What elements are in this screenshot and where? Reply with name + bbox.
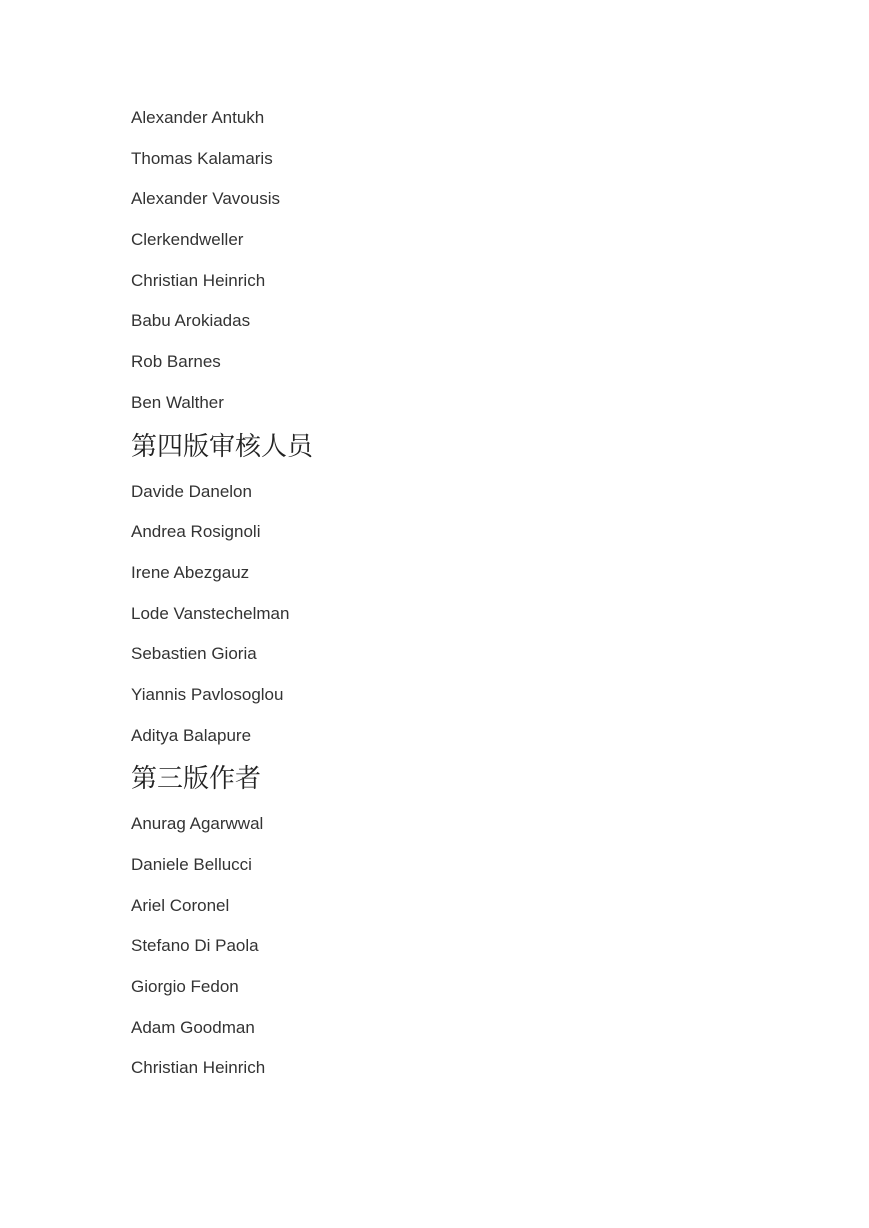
- contributor-name: Christian Heinrich: [131, 270, 266, 290]
- reviewers-v4-list: [131, 478, 781, 750]
- reviewer-name: Sebastien Gioria: [131, 644, 257, 664]
- section-heading-reviewers-v4: 第四版审核人员: [131, 431, 314, 462]
- contributor-name: Ben Walther: [131, 392, 224, 412]
- contributor-name: Babu Arokiadas: [131, 311, 251, 331]
- reviewer-name: Lode Vanstechelman: [131, 603, 290, 623]
- author-name: Ariel Coronel: [131, 895, 230, 915]
- author-name: Adam Goodman: [131, 1017, 255, 1037]
- author-name: Daniele Bellucci: [131, 855, 252, 874]
- authors-v3-list: [131, 810, 781, 1082]
- reviewer-name: Davide Danelon: [131, 481, 252, 501]
- contributor-name: Alexander Antukh: [131, 108, 265, 127]
- contributor-name: Alexander Vavousis: [131, 189, 280, 209]
- reviewer-name: Aditya Balapure: [131, 725, 252, 745]
- reviewer-name: Irene Abezgauz: [131, 562, 250, 582]
- contributor-name: Rob Barnes: [131, 352, 221, 372]
- author-name: Christian Heinrich: [131, 1058, 266, 1078]
- contributors-list-top: [131, 104, 781, 417]
- contributor-name: Clerkendweller: [131, 230, 244, 250]
- reviewer-name: Andrea Rosignoli: [131, 522, 261, 542]
- author-name: Giorgio Fedon: [131, 977, 239, 997]
- page-content: [131, 104, 781, 1095]
- contributor-name: Thomas Kalamaris: [131, 148, 273, 168]
- author-name: Stefano Di Paola: [131, 936, 259, 956]
- author-name: Anurag Agarwwal: [131, 814, 264, 834]
- reviewer-name: Yiannis Pavlosoglou: [131, 684, 284, 704]
- section-heading-authors-v3: 第三版作者: [131, 764, 262, 795]
